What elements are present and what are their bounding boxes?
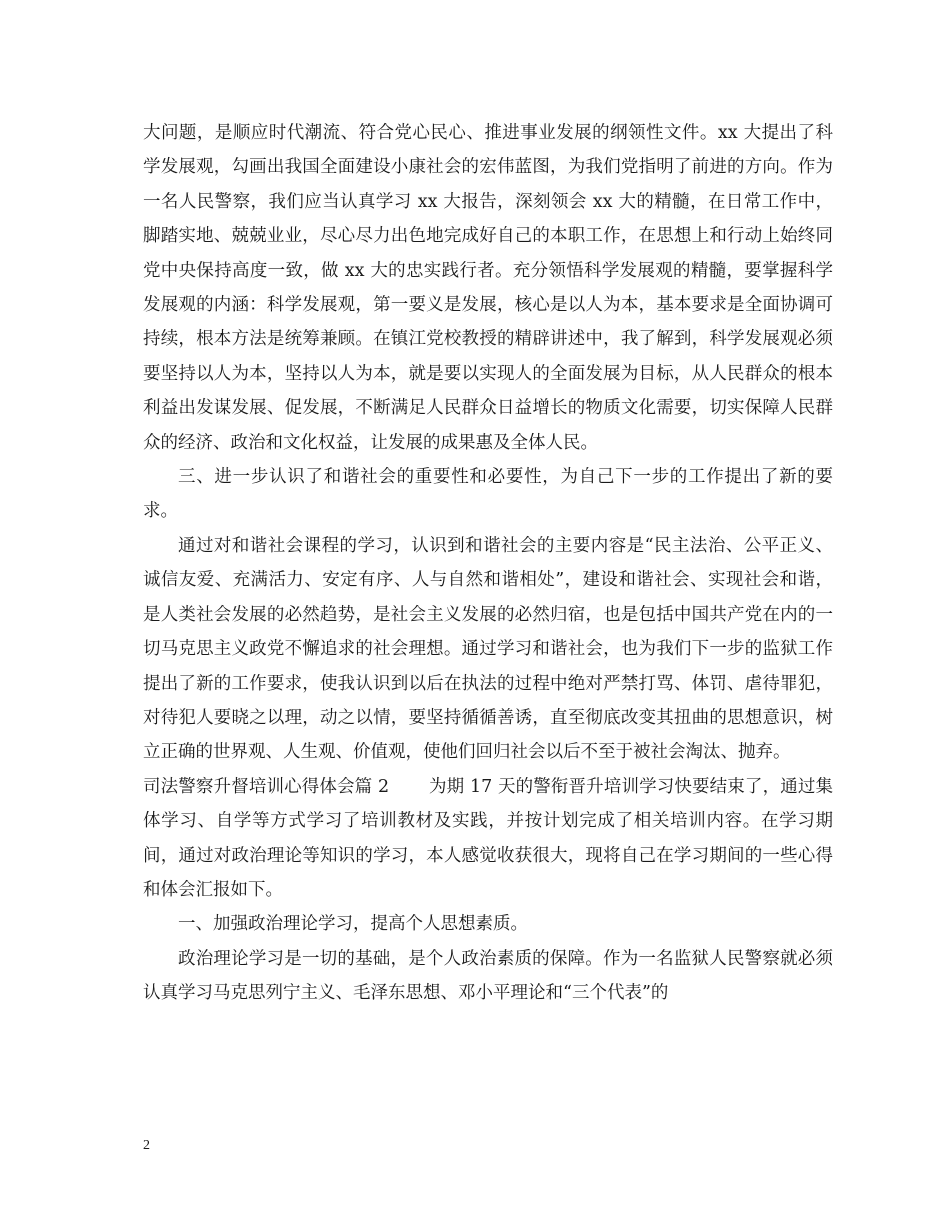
paragraph-article-2 [143, 770, 833, 908]
document-body [143, 116, 833, 1011]
article-intro-text: 为期 17 天的警衔晋升培训学习快要结束了，通过集体学习、自学等方式学习了培训教材及实践，并按计划完成了相关培训内容。在学习期间，通过对政治理论等知识的学习，本人感觉收获很大，现将自己在学习期间的一些心得和体会汇报如下。 [143, 776, 833, 900]
paragraph-3: 通过对和谐社会课程的学习，认识到和谐社会的主要内容是“民主法治、公平正义、诚信友爱、充满活力、安定有序、人与自然和谐相处”，建设和谐社会、实现社会和谐，是人类社会发展的必然趋势，是社会主义发展的必然归宿，也是包括中国共产党在内的一切马克思主义政党不懈追求的社会理想。通过学习和谐社会，也为我们下一步的监狱工作提出了新的工作要求，使我认识到以后在执法的过程中绝对严禁打骂、体罚、虐待罪犯，对待犯人要晓之以理，动之以情，要坚持循循善诱，直至彻底改变其扭曲的思想意识，树立正确的世界观、人生观、价值观，使他们回归社会以后不至于被社会淘汰、抛弃。 [143, 535, 833, 763]
article-title: 司法警察升督培训心得体会篇 2 [143, 776, 390, 797]
paragraph-section-1-heading: 一、加强政治理论学习，提高个人思想素质。 [178, 914, 528, 935]
paragraph-6: 政治理论学习是一切的基础，是个人政治素质的保障。作为一名监狱人民警察就必须认真学习马克思列宁主义、毛泽东思想、邓小平理论和“三个代表”的 [143, 948, 833, 1004]
page-number: 2 [143, 1138, 150, 1153]
article-spacer [389, 777, 429, 797]
paragraph-section-3-heading: 三、进一步认识了和谐社会的重要性和必要性，为自己下一步的工作提出了新的要求。 [143, 467, 833, 522]
paragraph-1: 大问题，是顺应时代潮流、符合党心民心、推进事业发展的纲领性文件。xx 大提出了科学发展观，勾画出我国全面建设小康社会的宏伟蓝图，为我们党指明了前进的方向。作为一名人民警察，我们应当认真学习 xx 大报告，深刻领会 xx 大的精髓，在日常工作中，脚踏实地、兢兢业业，尽心尽力出色地完成好自己的本职工作，在思想上和行动上始终同党中央保持高度一致，做 xx 大的忠实践行者。充分领悟科学发展观的精髓，要掌握科学发展观的内涵：科学发展观，第一要义是发展，核心是以人为本，基本要求是全面协调可持续，根本方法是统筹兼顾。在镇江党校教授的精辟讲述中，我了解到，科学发展观必须要坚持以人为本，坚持以人为本，就是要以实现人的全面发展为目标，从人民群众的根本利益出发谋发展、促发展，不断满足人民群众日益增长的物质文化需要，切实保障人民群众的经济、政治和文化权益，让发展的成果惠及全体人民。 [143, 123, 833, 453]
